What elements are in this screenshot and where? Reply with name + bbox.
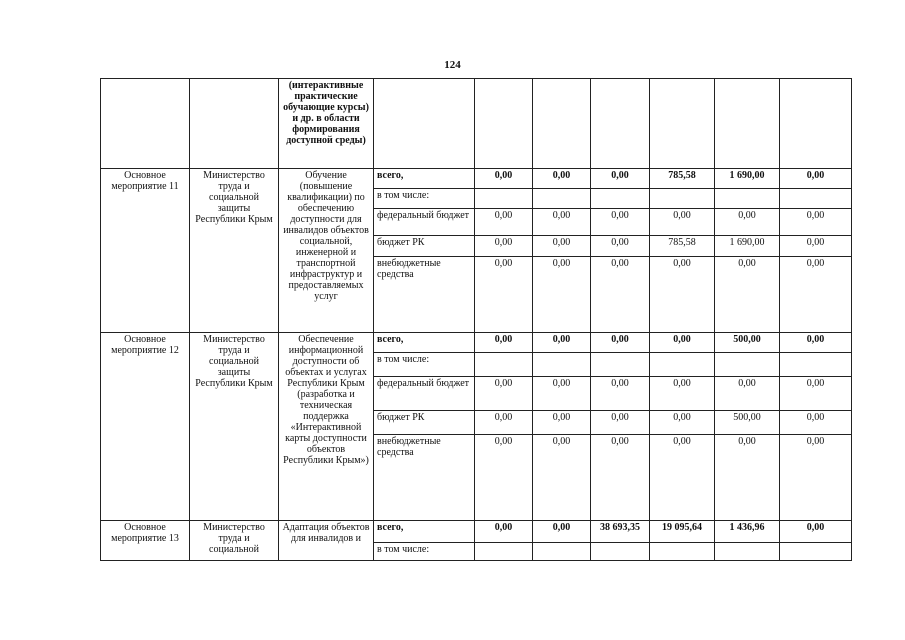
value-cell — [650, 543, 715, 561]
value-cell — [533, 543, 591, 561]
value-cell: 785,58 — [650, 169, 715, 189]
table-cell — [190, 79, 279, 169]
value-cell — [591, 353, 650, 377]
value-cell: 0,00 — [475, 377, 533, 411]
value-cell: 0,00 — [650, 435, 715, 521]
value-cell: 0,00 — [780, 169, 852, 189]
value-cell: 0,00 — [591, 435, 650, 521]
measure-executor: Министерство труда и социальной защиты Республики Крым — [190, 169, 279, 333]
value-cell: 0,00 — [533, 257, 591, 333]
table-cell — [591, 79, 650, 169]
value-cell: 0,00 — [533, 333, 591, 353]
value-cell: 1 690,00 — [715, 236, 780, 257]
value-cell: 0,00 — [591, 209, 650, 236]
row-label: федеральный бюджет — [374, 377, 475, 411]
page-number: 124 — [444, 59, 461, 71]
value-cell — [591, 543, 650, 561]
value-cell: 0,00 — [591, 333, 650, 353]
value-cell: 0,00 — [591, 257, 650, 333]
value-cell: 500,00 — [715, 411, 780, 435]
value-cell — [533, 353, 591, 377]
value-cell: 0,00 — [533, 209, 591, 236]
row-label: в том числе: — [374, 353, 475, 377]
value-cell — [715, 543, 780, 561]
measure-description: Обучение (повышение квалификации) по обеспечению доступности для инвалидов объектов социальной, инженерной и транспортной инфраструктур и предоставляемых услуг — [279, 169, 374, 333]
measure-name: Основное мероприятие 11 — [101, 169, 190, 333]
value-cell: 0,00 — [780, 236, 852, 257]
value-cell — [650, 353, 715, 377]
value-cell — [715, 353, 780, 377]
value-cell: 0,00 — [533, 435, 591, 521]
value-cell — [780, 189, 852, 209]
value-cell: 1 690,00 — [715, 169, 780, 189]
row-label: всего, — [374, 333, 475, 353]
measure-name: Основное мероприятие 13 — [101, 521, 190, 561]
row-label: федеральный бюджет — [374, 209, 475, 236]
table-cell — [780, 79, 852, 169]
table-row — [101, 333, 852, 353]
measure-description: Обеспечение информационной доступности об объектах и услугах Республики Крым (разработка и техническая поддержка «Интерактивной карты доступности объектов Республики Крым») — [279, 333, 374, 521]
value-cell: 0,00 — [533, 169, 591, 189]
table-cell — [101, 79, 190, 169]
table-cell — [533, 79, 591, 169]
value-cell: 0,00 — [650, 257, 715, 333]
table-cell — [374, 79, 475, 169]
value-cell: 785,58 — [650, 236, 715, 257]
value-cell: 0,00 — [475, 435, 533, 521]
value-cell — [475, 543, 533, 561]
value-cell: 0,00 — [475, 521, 533, 543]
value-cell — [533, 189, 591, 209]
value-cell: 38 693,35 — [591, 521, 650, 543]
value-cell: 0,00 — [650, 411, 715, 435]
value-cell: 0,00 — [780, 411, 852, 435]
value-cell: 0,00 — [475, 333, 533, 353]
row-label: бюджет РК — [374, 236, 475, 257]
value-cell: 0,00 — [780, 333, 852, 353]
value-cell: 0,00 — [715, 257, 780, 333]
value-cell: 0,00 — [475, 257, 533, 333]
measure-executor: Министерство труда и социальной защиты Республики Крым — [190, 333, 279, 521]
value-cell: 19 095,64 — [650, 521, 715, 543]
value-cell: 0,00 — [591, 377, 650, 411]
table-row — [101, 169, 852, 189]
value-cell — [650, 189, 715, 209]
value-cell — [475, 353, 533, 377]
table-cell — [475, 79, 533, 169]
value-cell: 0,00 — [780, 435, 852, 521]
value-cell: 0,00 — [475, 411, 533, 435]
value-cell — [780, 543, 852, 561]
measure-description: Адаптация объектов для инвалидов и — [279, 521, 374, 561]
value-cell: 500,00 — [715, 333, 780, 353]
table-cell: (интерактивные практические обучающие курсы) и др. в области формирования доступной среды) — [279, 79, 374, 169]
value-cell: 0,00 — [650, 333, 715, 353]
row-label: внебюджетные средства — [374, 435, 475, 521]
row-label: в том числе: — [374, 543, 475, 561]
table-cell — [650, 79, 715, 169]
measure-name: Основное мероприятие 12 — [101, 333, 190, 521]
value-cell — [715, 189, 780, 209]
value-cell: 0,00 — [591, 236, 650, 257]
value-cell: 0,00 — [533, 411, 591, 435]
value-cell: 0,00 — [475, 209, 533, 236]
value-cell: 0,00 — [715, 377, 780, 411]
row-label: всего, — [374, 169, 475, 189]
value-cell: 0,00 — [715, 435, 780, 521]
value-cell: 0,00 — [475, 169, 533, 189]
value-cell: 0,00 — [780, 257, 852, 333]
budget-table — [100, 78, 852, 561]
row-label: всего, — [374, 521, 475, 543]
value-cell: 0,00 — [780, 521, 852, 543]
row-label: бюджет РК — [374, 411, 475, 435]
value-cell: 0,00 — [591, 411, 650, 435]
table-row — [101, 79, 852, 169]
table-row — [101, 521, 852, 543]
table-cell — [715, 79, 780, 169]
value-cell: 0,00 — [780, 377, 852, 411]
value-cell: 0,00 — [533, 377, 591, 411]
value-cell: 0,00 — [591, 169, 650, 189]
value-cell — [591, 189, 650, 209]
value-cell — [475, 189, 533, 209]
value-cell: 1 436,96 — [715, 521, 780, 543]
value-cell — [780, 353, 852, 377]
row-label: в том числе: — [374, 189, 475, 209]
row-label: внебюджетные средства — [374, 257, 475, 333]
value-cell: 0,00 — [650, 377, 715, 411]
value-cell: 0,00 — [780, 209, 852, 236]
value-cell: 0,00 — [533, 236, 591, 257]
value-cell: 0,00 — [533, 521, 591, 543]
value-cell: 0,00 — [715, 209, 780, 236]
value-cell: 0,00 — [650, 209, 715, 236]
measure-executor: Министерство труда и социальной — [190, 521, 279, 561]
value-cell: 0,00 — [475, 236, 533, 257]
